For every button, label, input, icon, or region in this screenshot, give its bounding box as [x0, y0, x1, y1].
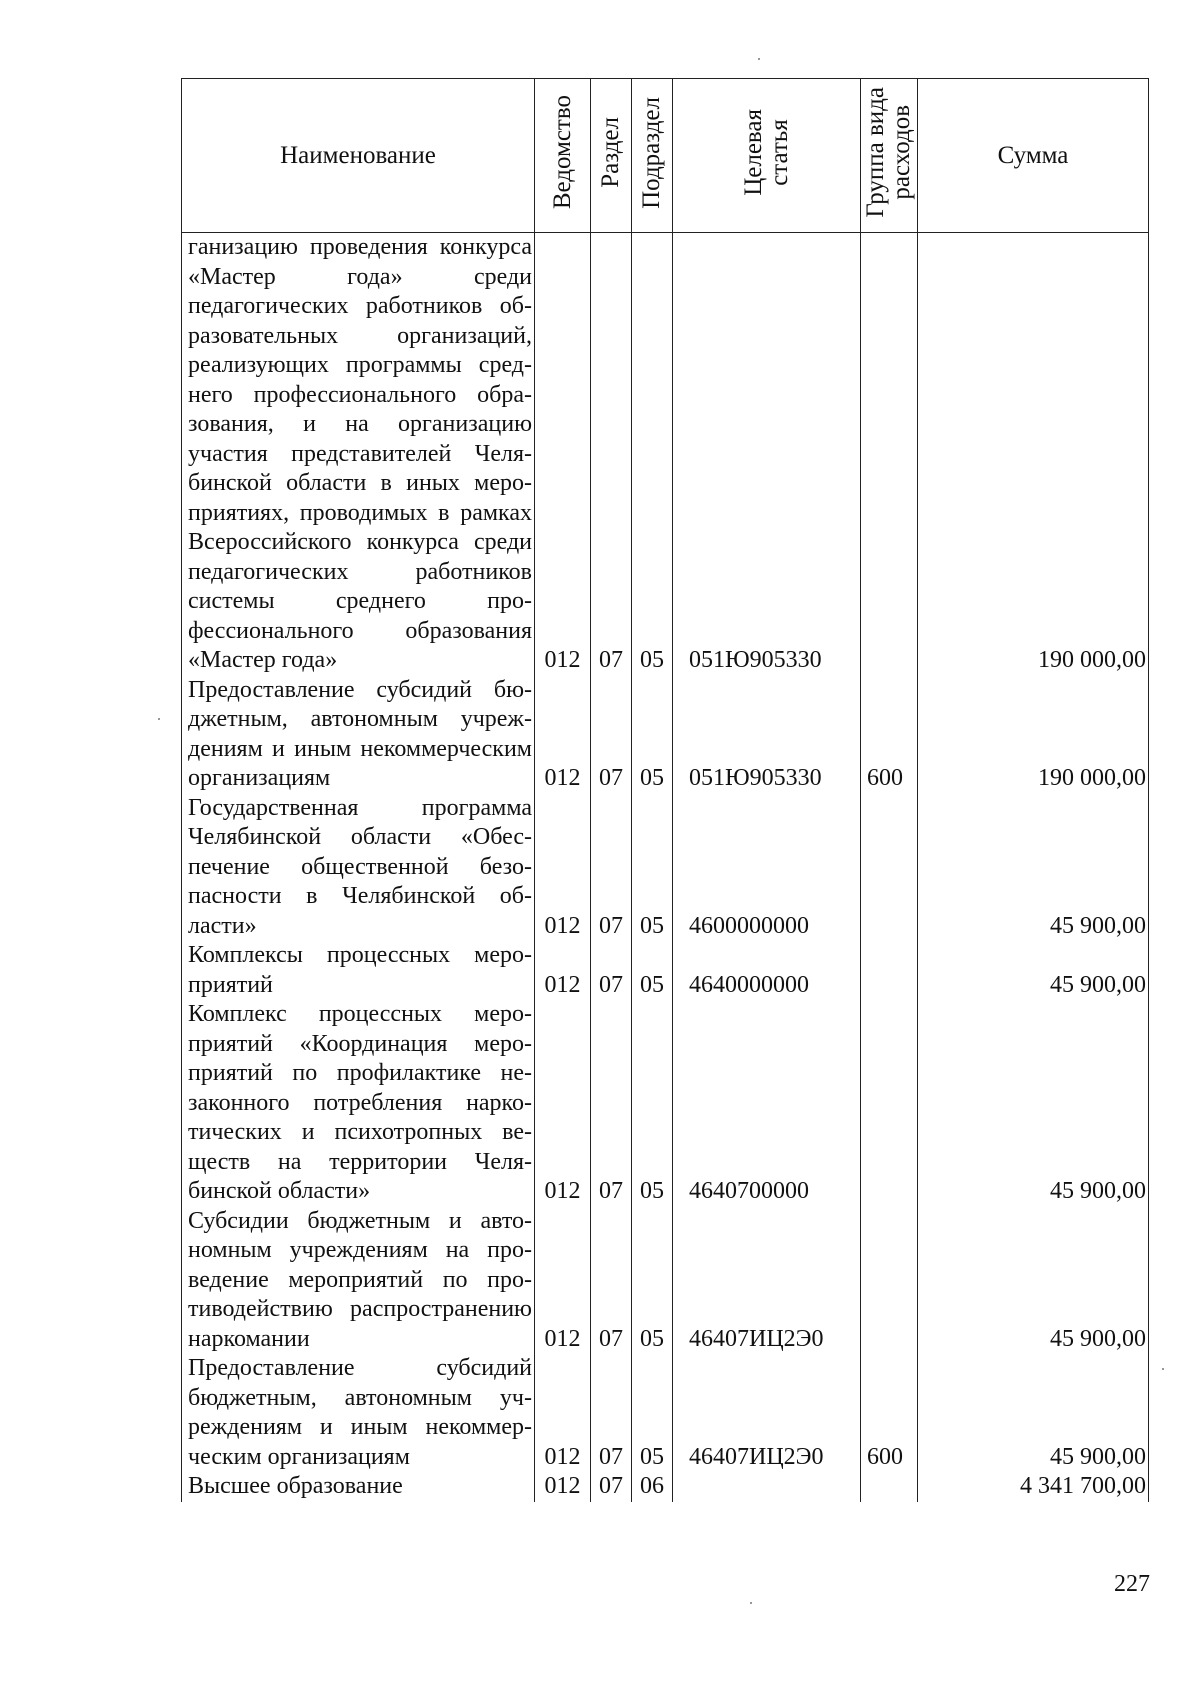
cell-podrazdel: 05 — [632, 1000, 673, 1207]
cell-gruppa — [861, 233, 918, 676]
cell-summa: 4 341 700,00 — [918, 1472, 1149, 1502]
cell-celevaya-statya: 46407ИЦ2Э0 — [673, 1207, 861, 1355]
cell-vedomstvo: 012 — [535, 1472, 591, 1502]
header-name-label: Наименование — [280, 142, 436, 169]
cell-podrazdel: 05 — [632, 233, 673, 676]
cell-gruppa — [861, 941, 918, 1000]
cell-gruppa — [861, 1472, 918, 1502]
cell-vedomstvo: 012 — [535, 1207, 591, 1355]
cell-summa: 45 900,00 — [918, 1354, 1149, 1472]
table-row — [182, 794, 1149, 942]
cell-celevaya-statya: 4640000000 — [673, 941, 861, 1000]
page-number: 227 — [1114, 1571, 1150, 1597]
cell-podrazdel: 05 — [632, 676, 673, 794]
table-row — [182, 676, 1149, 794]
table-row — [182, 1354, 1149, 1472]
header-razdel — [591, 79, 632, 233]
cell-gruppa — [861, 794, 918, 942]
header-summa — [918, 79, 1149, 233]
cell-name: ганизацию проведения конкурса «Мастер года» среди педагогических работников образовательных организаций, реализующих программы среднего профессионального образования, и на организацию участия представителей Челябинской области в иных мероприятиях, проводимых в рамках Всероссийского конкурса среди педагогических работников системы среднего профессионального образования «Мастер года» — [182, 233, 535, 676]
cell-name: Субсидии бюджетным и автономным учреждениям на проведение мероприятий по противодействию распространению наркомании — [182, 1207, 535, 1355]
cell-vedomstvo: 012 — [535, 941, 591, 1000]
cell-summa: 45 900,00 — [918, 1000, 1149, 1207]
cell-razdel: 07 — [591, 1472, 632, 1502]
header-gruppa-vida-rashodov — [861, 79, 918, 233]
cell-podrazdel: 05 — [632, 794, 673, 942]
table-row — [182, 941, 1149, 1000]
cell-name: Предоставление субсидий бюджетным, автономным учреждениям и иным некоммерческим организациям — [182, 676, 535, 794]
table-body — [182, 233, 1149, 1502]
cell-razdel: 07 — [591, 1354, 632, 1472]
cell-celevaya-statya — [673, 1472, 861, 1502]
header-celevaya-statya-label — [741, 109, 793, 196]
cell-summa: 190 000,00 — [918, 233, 1149, 676]
cell-vedomstvo: 012 — [535, 794, 591, 942]
header-name — [182, 79, 535, 233]
cell-celevaya-statya: 46407ИЦ2Э0 — [673, 1354, 861, 1472]
cell-razdel: 07 — [591, 676, 632, 794]
cell-podrazdel: 05 — [632, 1354, 673, 1472]
cell-name: Государственная программа Челябинской области «Обеспечение общественной безопасности в Челябинской области» — [182, 794, 535, 942]
table-header — [182, 79, 1149, 233]
cell-name: Высшее образование — [182, 1472, 535, 1502]
header-vedomstvo-label: Ведомство — [548, 95, 576, 210]
cell-razdel: 07 — [591, 941, 632, 1000]
cell-podrazdel: 06 — [632, 1472, 673, 1502]
cell-celevaya-statya: 051Ю905330 — [673, 676, 861, 794]
header-razdel-label: Раздел — [597, 117, 624, 188]
cell-podrazdel: 05 — [632, 1207, 673, 1355]
cell-celevaya-statya: 051Ю905330 — [673, 233, 861, 676]
budget-table — [181, 78, 1149, 1502]
cell-name: Комплексы процессных мероприятий — [182, 941, 535, 1000]
cell-summa: 190 000,00 — [918, 676, 1149, 794]
table-row — [182, 1207, 1149, 1355]
header-celevaya-line2: статья — [765, 119, 793, 186]
header-gruppa-line1: Группа вида — [862, 87, 889, 218]
cell-summa: 45 900,00 — [918, 941, 1149, 1000]
cell-name: Предоставление субсидий бюджетным, автономным учреждениям и иным некоммерческим организациям — [182, 1354, 535, 1472]
header-celevaya-line1: Целевая — [739, 109, 767, 196]
cell-razdel: 07 — [591, 233, 632, 676]
header-summa-label: Сумма — [997, 142, 1069, 169]
cell-summa: 45 900,00 — [918, 1207, 1149, 1355]
header-gruppa-line2: расходов — [888, 105, 915, 200]
cell-gruppa — [861, 1207, 918, 1355]
cell-summa: 45 900,00 — [918, 794, 1149, 942]
header-gruppa-label — [863, 87, 915, 218]
cell-vedomstvo: 012 — [535, 233, 591, 676]
table-row — [182, 1000, 1149, 1207]
scan-speck — [750, 1602, 752, 1604]
scan-speck — [758, 58, 760, 60]
header-podrazdel — [632, 79, 673, 233]
cell-vedomstvo: 012 — [535, 676, 591, 794]
scan-speck — [158, 718, 160, 720]
cell-podrazdel: 05 — [632, 941, 673, 1000]
scan-speck — [1162, 1368, 1164, 1370]
header-podrazdel-label: Подраздел — [638, 96, 665, 209]
cell-vedomstvo: 012 — [535, 1000, 591, 1207]
header-celevaya-statya — [673, 79, 861, 233]
cell-razdel: 07 — [591, 794, 632, 942]
header-vedomstvo — [535, 79, 591, 233]
cell-razdel: 07 — [591, 1207, 632, 1355]
cell-gruppa: 600 — [861, 1354, 918, 1472]
table-row — [182, 1472, 1149, 1502]
table-row — [182, 233, 1149, 676]
cell-name: Комплекс процессных мероприятий «Координация мероприятий по профилактике незаконного потребления наркотических и психотропных веществ на территории Челябинской области» — [182, 1000, 535, 1207]
cell-vedomstvo: 012 — [535, 1354, 591, 1472]
cell-gruppa: 600 — [861, 676, 918, 794]
cell-celevaya-statya: 4600000000 — [673, 794, 861, 942]
cell-celevaya-statya: 4640700000 — [673, 1000, 861, 1207]
cell-gruppa — [861, 1000, 918, 1207]
cell-razdel: 07 — [591, 1000, 632, 1207]
